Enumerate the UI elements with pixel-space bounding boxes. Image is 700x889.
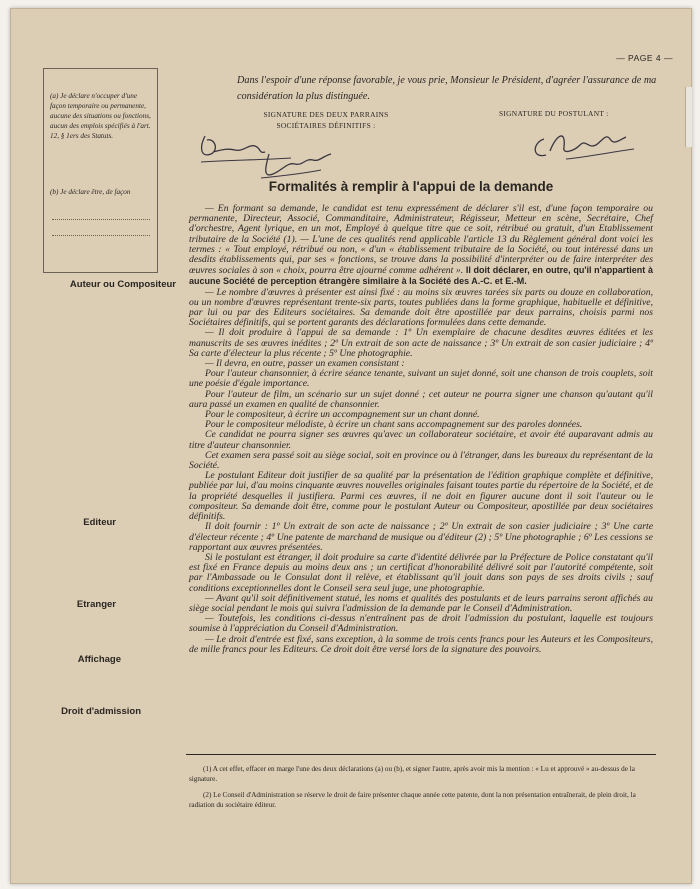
- bold-statement: Il doit déclarer, en outre, qu'il n'appartient à aucune Société de perception étrangère similaire à la Société des A.-C. et E.-M.: [189, 265, 654, 287]
- margin-label-auteur: Auteur ou Compositeur: [69, 279, 176, 290]
- sponsors-signatures: [191, 124, 351, 184]
- margin-label-affichage: Affichage: [77, 654, 121, 665]
- paragraph-works: — Le nombre d'œuvres à présenter est ainsi fixé : au moins six œuvres tarées six parts ou douze en collaboration, ou un nombre d'œuvres représentant trente-six parts, toutes publiées dans la forme graphique, habituelle et définitive, par lui ou par des Editeurs sociétaires. Sa demande doit être apostillée par deux parrains, choisis parmi nos Sociétaires définitifs, qui se portent garants des déclarations formulées dans cette demande.: [189, 286, 653, 329]
- footnote-divider: [186, 754, 656, 755]
- applicant-signature-label: SIGNATURE DU POSTULANT :: [499, 109, 609, 118]
- paragraph-documents: — Il doit produire à l'appui de sa demande : 1º Un exemplaire de chacune desdites œuvres éditées et les manuscrits de ses œuvres inédites ; 2º Un extrait de son acte de naissance ; 3º Un extrait de son casier judiciaire ; 4º Sa carte d'électeur la plus récente ; 5º Une photographie.: [189, 327, 653, 359]
- paragraph-compositeur: Pour le compositeur, à écrire un accompagnement sur un chant donné.: [205, 409, 480, 421]
- applicant-signature: [526, 121, 646, 171]
- paragraph-collaborateur: Ce candidat ne pourra signer ses œuvres qu'avec un collaborateur sociétaire, et avoir été auparavant admis au titre d'auteur chansonnier.: [189, 429, 653, 451]
- paragraph-conditions: — Toutefois, les conditions ci-dessus n'entraînent pas de droit l'admission du postulant, laquelle est toujours soumise à l'appréciation du Conseil d'Administration.: [189, 613, 653, 635]
- section-heading: Formalités à remplir à l'appui de la demande: [268, 179, 554, 194]
- footnotes: [189, 764, 653, 816]
- margin-label-droit: Droit d'admission: [61, 706, 141, 717]
- footnote-1: (1) A cet effet, effacer en marge l'une des deux déclarations (a) ou (b), et signer l'autre, après avoir mis la mention : « Lu et approuvé » au-dessus de la signature.: [189, 765, 635, 783]
- declaration-b: (b) Je déclare être, de façon: [50, 188, 131, 196]
- document-page: [10, 8, 692, 884]
- paragraph-etranger: Si le postulant est étranger, il doit produire sa carte d'identité délivrée par la Préfecture de Police constatant qu'il est fixé en France depuis au moins deux ans ; un certificat d'honorabilité délivré soit par l'autorité compétente, soit par l'Ambassade ou le Consulat dont il relève, et établissant qu'il jouit dans son pays de ses droits civils ; sauf conditions exceptionnelles dont le Conseil sera seul juge, une photographie.: [189, 551, 653, 594]
- paragraph-editeur: Le postulant Editeur doit justifier de sa qualité par la présentation de l'édition graphique complète et définitive, publiée par lui, d'au moins cinquante œuvres nouvelles originales faisant toutes partie du répertoire de la Société, et de la propriété desquelles il justifiera. Parmi ces œuvres, il ne doit en figurer aucune dont il soit l'auteur ou le compositeur. Sa demande doit être, comme pour le postulant Auteur ou Compositeur, apostillée par deux sociétaires définitifs.: [189, 470, 653, 523]
- paragraph-declaration: [189, 204, 653, 288]
- paragraph-editeur-docs: Il doit fournir : 1º Un extrait de son acte de naissance ; 2º Un extrait de son casier judiciaire ; 3º Une carte d'électeur récente ; 4º Une patente de marchand de musique ou d'éditeur (2) ; 5º Une photographie ; 6º Les cessions se rapportant aux œuvres présentées.: [189, 521, 653, 553]
- paragraph-chansonnier: Pour l'auteur chansonnier, à écrire séance tenante, suivant un sujet donné, soit une chanson de trois couplets, soit une poésie d'égale importance.: [189, 368, 653, 390]
- page-number: — PAGE 4 —: [616, 53, 673, 63]
- dotted-line: [52, 235, 150, 236]
- paper-tab: [685, 87, 692, 147]
- dotted-line: [52, 219, 150, 220]
- paragraph-film: Pour l'auteur de film, un scénario sur un sujet donné ; cet auteur ne pourra signer une chanson qu'autant qu'il aura passé un examen en qualité de chansonnier.: [189, 388, 653, 410]
- declaration-a: (a) Je déclare n'occuper d'une façon temporaire ou permanente, aucune des situations ou fonctions, aucun des emplois spécifiés à l'art. 12, § 1ers des Statuts.: [50, 92, 151, 140]
- paragraph-exam: — Il devra, en outre, passer un examen consistant :: [205, 358, 405, 370]
- paragraph-exam-location: Cet examen sera passé soit au siège social, soit en province ou à l'étranger, dans les bureaux du représentant de la Société.: [189, 449, 653, 472]
- declaration-box: [43, 68, 158, 273]
- paragraph-text: — En formant sa demande, le candidat est tenu expressément de déclarer s'il est, d'une façon temporaire ou permanente, Directeur, Associé, Commanditaire, Administrateur, Régisseur, Metteur en scène, Secrétaire, Chef d'orchestre, Agent lyrique, en un mot, Employé à quelque titre que ce soit, rétribué ou gratuit, d'un Etablissement tributaire de la Société (1). — L'une de ces qualités rend applicable l'article 13 du Règlement général dont voici les termes : « Tout employé, rétribué ou non, « d'un « établissement tributaire de la Société, ou tout intéressé dans un desdits établissements qui, par ses « fonctions, se trouve dans la possibilité d'interpréter ou de faire interpréter des œuvres sociales à son « choix, pourra être ajourné comme adhérent ».: [189, 203, 653, 277]
- margin-label-editeur: Editeur: [83, 517, 116, 528]
- paragraph-droit: — Le droit d'entrée est fixé, sans exception, à la somme de trois cents francs pour les Auteurs et les Compositeurs, de mille francs pour les Editeurs. Ce droit doit être versé lors de la signature des pouvoirs.: [189, 633, 653, 655]
- paragraph-affichage: — Avant qu'il soit définitivement statué, les noms et qualités des postulants et de leurs parrains seront affichés au siège social pendant le mois qui suivra l'admission de la demande par le Conseil d'Administration.: [189, 592, 653, 614]
- sponsors-signature-label: SIGNATURE DES DEUX PARRAINS SOCIÉTAIRES DÉFINITIFS :: [263, 110, 389, 130]
- rules-text: [189, 204, 653, 655]
- footnote-2: (2) Le Conseil d'Administration se réserve le droit de faire présenter chaque année cette patente, dont la non présentation entraînerait, de plein droit, la radiation du sociétaire éditeur.: [189, 791, 636, 809]
- paragraph-melodiste: Pour le compositeur mélodiste, à écrire un chant sans accompagnement sur des paroles données.: [205, 419, 583, 431]
- closing-formula: Dans l'espoir d'une réponse favorable, je vous prie, Monsieur le Président, d'agréer l'assurance de ma considération la plus distinguée.: [237, 75, 657, 102]
- margin-label-etranger: Etranger: [76, 599, 116, 610]
